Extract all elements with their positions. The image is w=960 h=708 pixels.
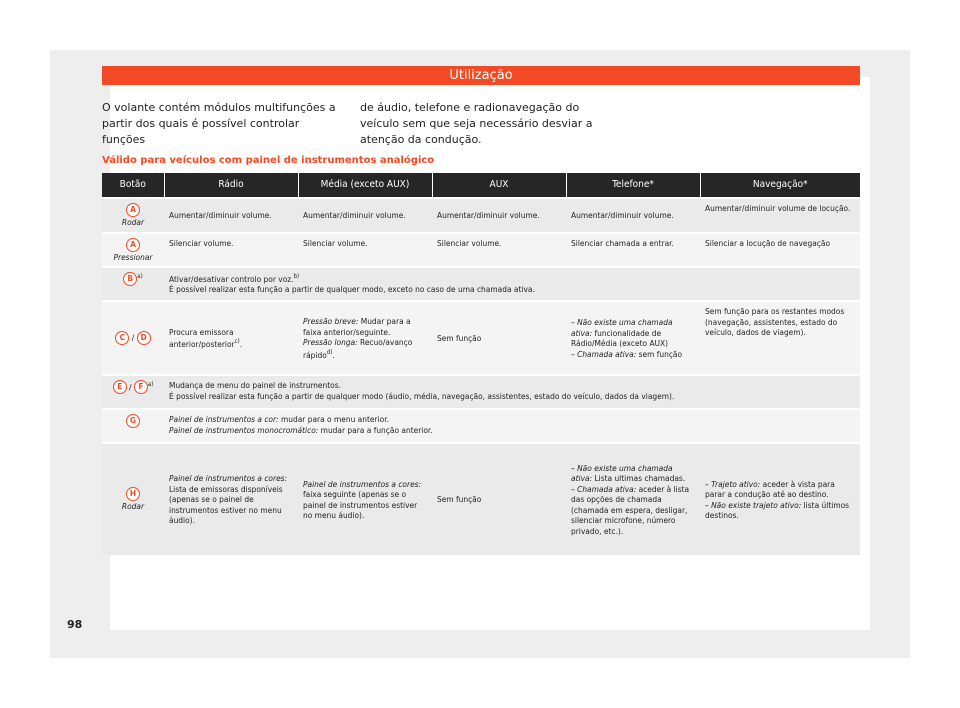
footnote-marker: d) xyxy=(326,348,333,356)
table-row xyxy=(102,301,860,375)
cell-text: Procura emissora anterior/posterior xyxy=(169,326,235,349)
column-header: Rádio xyxy=(164,173,298,198)
table-row xyxy=(102,409,860,443)
footnote-marker: b) xyxy=(293,273,300,280)
section-header: Utilização xyxy=(102,66,860,85)
table-cell: Sem função xyxy=(432,301,566,375)
table-header-row xyxy=(102,173,860,198)
table-cell xyxy=(164,443,298,555)
cell-text: funcionalidade de Rádio/Média (exceto AUX) xyxy=(571,327,669,348)
cell-text: aceder à vista para parar a condução até ao destino. xyxy=(705,478,835,499)
cell-line: É possível realizar esta função a partir de qualquer modo, exceto no caso de uma chamada ativa. xyxy=(169,284,535,295)
table-row xyxy=(102,375,860,409)
cell-label: – Chamada ativa: xyxy=(571,483,637,494)
cell-label: – Chamada ativa: xyxy=(571,348,637,359)
button-cell xyxy=(102,198,164,233)
table-cell: Silenciar volume. xyxy=(432,233,566,268)
steering-wheel-functions-table xyxy=(102,173,860,555)
cell-label: Painel de instrumentos monocromático: xyxy=(169,424,319,435)
table-row xyxy=(102,267,860,301)
button-badge: H xyxy=(126,487,140,501)
cell-text: lista últimos destinos. xyxy=(705,499,850,520)
cell-label: Painel de instrumentos a cores: xyxy=(169,473,288,484)
table-row xyxy=(102,233,860,268)
table-cell: Silenciar volume. xyxy=(298,233,432,268)
button-badge: D xyxy=(137,331,151,345)
cell-text: Lista de emissoras disponíveis (apenas se o painel de instrumentos estiver no menu áudio). xyxy=(169,483,283,526)
cell-label: Pressão longa: xyxy=(303,337,358,348)
table-cell xyxy=(566,443,700,555)
table-cell: Pressão breve: Mudar para a faixa anterior/seguinte. Pressão longa: Recuo/avanço rápido$^{d)}$. xyxy=(298,301,432,375)
validity-note: Válido para veículos com painel de instrumentos analógico xyxy=(102,155,435,166)
badge-separator: / xyxy=(131,332,135,343)
cell-line: É possível realizar esta função a partir de qualquer modo (áudio, média, navegação, assistentes, estado do veículo, dados da viagem). xyxy=(169,390,675,401)
button-cell xyxy=(102,409,164,443)
cell-label: – Não existe uma chamada ativa: xyxy=(571,462,673,484)
column-header: Média (exceto AUX) xyxy=(298,173,432,198)
cell-text: faixa seguinte (apenas se o painel de instrumentos estiver no menu áudio). xyxy=(303,489,418,520)
table-cell: Silenciar chamada a entrar. xyxy=(566,233,700,268)
cell-text: mudar para o menu anterior. xyxy=(278,414,389,424)
footnote-marker: a) xyxy=(137,273,143,280)
column-header: Navegação* xyxy=(700,173,860,198)
column-header: AUX xyxy=(432,173,566,198)
table-row xyxy=(102,198,860,233)
table-cell xyxy=(700,443,860,555)
table-cell: Aumentar/diminuir volume. xyxy=(164,198,298,233)
table-cell: Silenciar volume. xyxy=(164,233,298,268)
table-cell-span xyxy=(164,267,860,301)
button-cell xyxy=(102,301,164,375)
intro-text-left: O volante contém módulos multifunções a partir dos quais é possível controlar funções xyxy=(102,101,336,146)
cell-line: Ativar/desativar controlo por voz. xyxy=(169,273,294,284)
button-badge: A xyxy=(126,238,140,252)
table-row xyxy=(102,443,860,555)
table-cell: Sem função xyxy=(432,443,566,555)
button-cell xyxy=(102,443,164,555)
cell-label: – Trajeto ativo: xyxy=(705,478,761,489)
cell-label: Painel de instrumentos a cores: xyxy=(303,478,422,489)
badge-separator: / xyxy=(129,381,132,392)
button-action: Rodar xyxy=(121,501,145,512)
table-cell: Silenciar a locução de navegação xyxy=(700,233,860,268)
table-cell: Aumentar/diminuir volume de locução. xyxy=(700,198,860,233)
cell-label: – Não existe trajeto ativo: xyxy=(705,499,802,510)
table-cell xyxy=(566,301,700,375)
cell-line: Mudança de menu do painel de instrumentos. xyxy=(169,380,341,390)
table-cell: Sem função para os restantes modos (navegação, assistentes, estado do veículo, dados de viagem). xyxy=(700,301,860,375)
table-cell-span xyxy=(164,375,860,409)
table-cell xyxy=(298,443,432,555)
table-cell: Aumentar/diminuir volume. xyxy=(298,198,432,233)
cell-text: Mudar para a faixa anterior/seguinte. xyxy=(303,316,411,337)
button-badge: B xyxy=(123,272,137,286)
button-badge: E xyxy=(113,380,127,394)
table-cell: Aumentar/diminuir volume. xyxy=(432,198,566,233)
intro-text-right: de áudio, telefone e radionavegação do veículo sem que seja necessário desviar a atenção da condução. xyxy=(360,101,593,146)
cell-label: Pressão breve: xyxy=(303,316,359,327)
page-number: 98 xyxy=(67,618,83,631)
table-cell-span xyxy=(164,409,860,443)
cell-text: Lista ultimas chamadas. xyxy=(592,473,686,484)
button-badge: C xyxy=(115,331,129,345)
button-badge: F xyxy=(134,380,148,394)
button-badge: A xyxy=(126,203,140,217)
column-header: Botão xyxy=(102,173,164,198)
table-cell: Procura emissora anterior/posterior$^{c)}$. xyxy=(164,301,298,375)
button-cell xyxy=(102,375,164,409)
cell-text: aceder à lista das opções de chamada (chamada em espera, desligar, silenciar microfone, número privado, etc.). xyxy=(571,483,690,536)
cell-label: Painel de instrumentos a cor: xyxy=(169,414,279,424)
button-action: Pressionar xyxy=(113,251,153,262)
button-cell xyxy=(102,233,164,268)
cell-text: mudar para a função anterior. xyxy=(318,424,433,435)
cell-text: Recuo/avanço rápido xyxy=(303,337,413,360)
table-cell: Aumentar/diminuir volume. xyxy=(566,198,700,233)
button-badge: G xyxy=(126,414,140,428)
footnote-marker: c) xyxy=(234,338,240,346)
column-header: Telefone* xyxy=(566,173,700,198)
button-cell xyxy=(102,267,164,301)
button-action: Rodar xyxy=(121,217,145,227)
cell-label: – Não existe uma chamada ativa: xyxy=(571,317,673,338)
footnote-marker: a) xyxy=(147,381,154,388)
cell-text: sem função xyxy=(636,348,683,359)
